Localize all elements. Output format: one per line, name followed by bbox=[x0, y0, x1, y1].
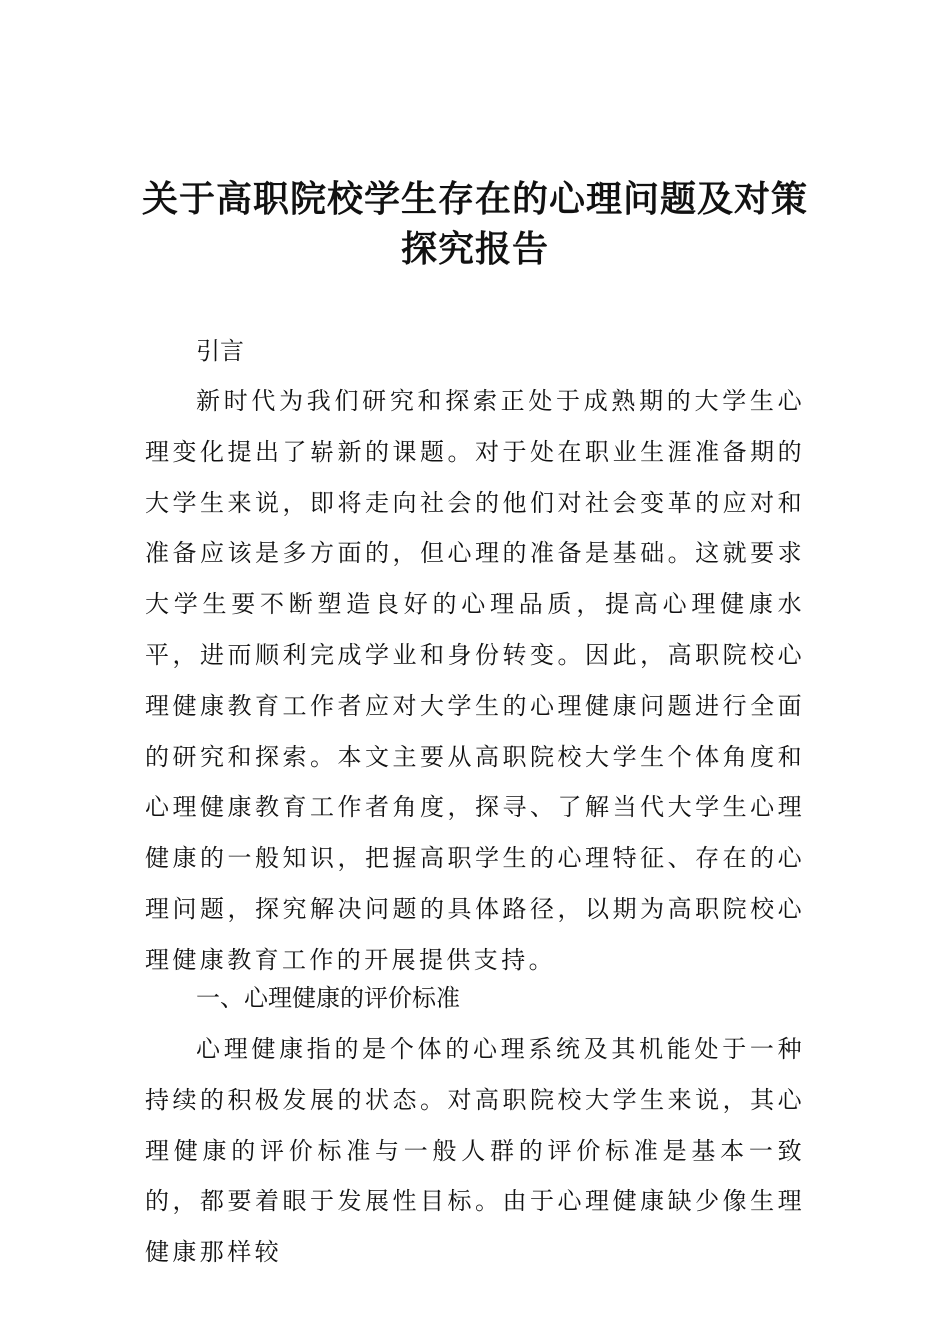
document-title-line-1: 关于高职院校学生存在的心理问题及对策 bbox=[141, 178, 808, 220]
section-1-paragraph: 心理健康指的是个体的心理系统及其机能处于一种持续的积极发展的状态。对高职院校大学生来说，其心理健康的评价标准与一般人群的评价标准是基本一致的，都要着眼于发展性目标。由于心理健康缺少像生理健康那样较 bbox=[145, 1035, 805, 1267]
document-title-line-2: 探究报告 bbox=[400, 228, 549, 270]
section-1-heading: 一、心理健康的评价标准 bbox=[196, 984, 460, 1012]
intro-paragraph: 新时代为我们研究和探索正处于成熟期的大学生心理变化提出了崭新的课题。对于处在职业生涯准备期的大学生来说，即将走向社会的他们对社会变革的应对和准备应该是多方面的，但心理的准备是基础。这就要求大学生要不断塑造良好的心理品质，提高心理健康水平，进而顺利完成学业和身份转变。因此，高职院校心理健康教育工作者应对大学生的心理健康问题进行全面的研究和探索。本文主要从高职院校大学生个体角度和心理健康教育工作者角度，探寻、了解当代大学生心理健康的一般知识，把握高职学生的心理特征、存在的心理问题，探究解决问题的具体路径，以期为高职院校心理健康教育工作的开展提供支持。 bbox=[145, 387, 805, 974]
intro-heading: 引言 bbox=[196, 337, 244, 365]
